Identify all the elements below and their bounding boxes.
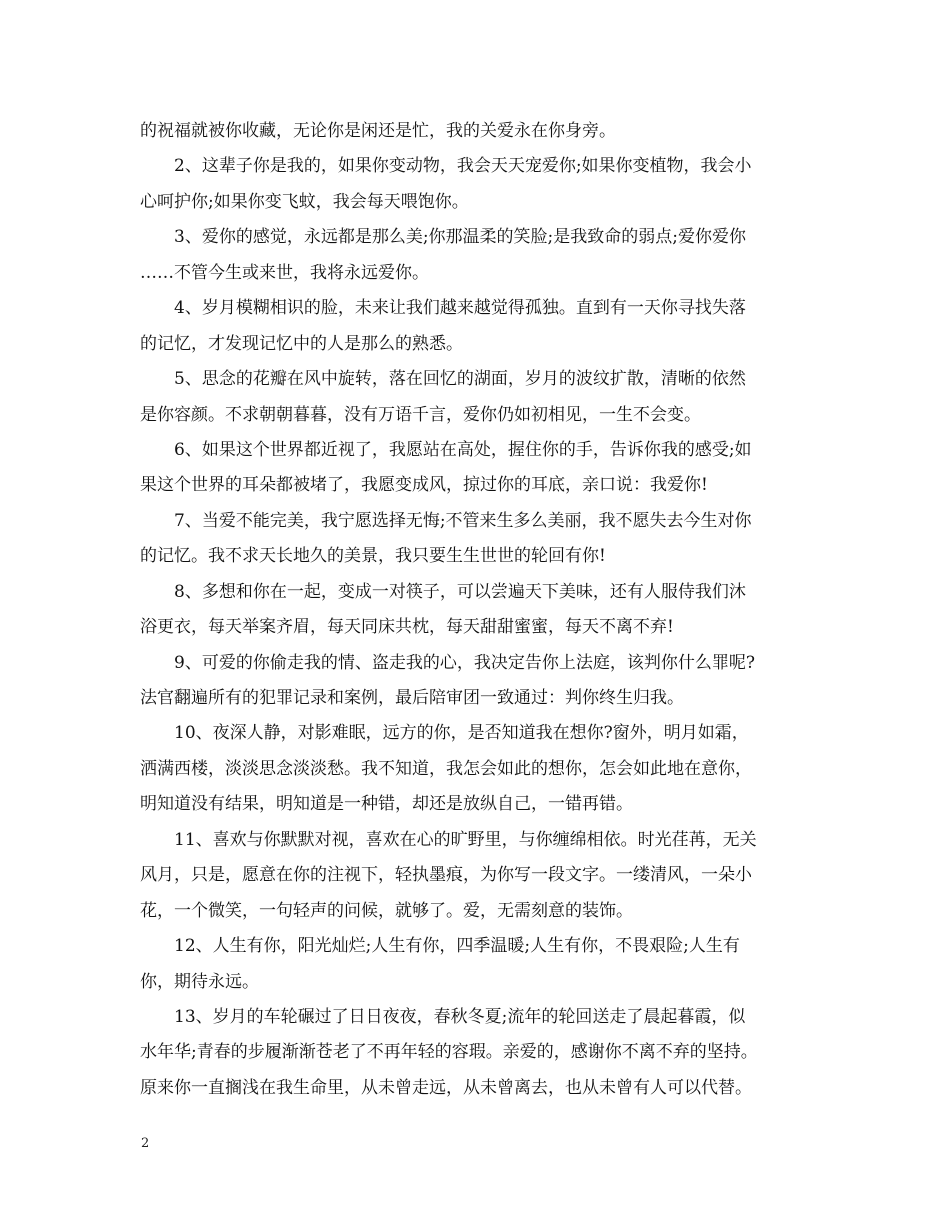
- text-line: 是你容颜。不求朝朝暮暮，没有万语千言，爱你仍如初相见，一生不会变。: [140, 404, 701, 425]
- text-line: 12、人生有你，阳光灿烂;人生有你，四季温暖;人生有你，不畏艰险;人生有: [174, 936, 740, 957]
- text-line: 的记忆。我不求天长地久的美景，我只要生生世世的轮回有你!: [140, 546, 606, 567]
- page-number: 2: [141, 1136, 150, 1151]
- text-line: 洒满西楼，淡淡思念淡淡愁。我不知道，我怎会如此的想你，怎会如此地在意你，: [140, 758, 752, 779]
- text-line: 你，期待永远。: [140, 971, 259, 992]
- text-line: 9、可爱的你偷走我的情、盗走我的心，我决定告你上法庭，该判你什么罪呢?: [174, 652, 755, 673]
- text-line: 6、如果这个世界都近视了，我愿站在高处，握住你的手，告诉你我的感受;如: [174, 439, 752, 460]
- text-line: 的记忆，才发现记忆中的人是那么的熟悉。: [140, 333, 463, 354]
- text-line: 7、当爱不能完美，我宁愿选择无悔;不管来生多么美丽，我不愿失去今生对你: [174, 510, 752, 531]
- text-line: 的祝福就被你收藏，无论你是闲还是忙，我的关爱永在你身旁。: [140, 121, 616, 141]
- text-line: 法官翻遍所有的犯罪记录和案例，最后陪审团一致通过：判你终生归我。: [140, 688, 684, 708]
- text-line: 风月，只是，愿意在你的注视下，轻执墨痕，为你写一段文字。一缕清风，一朵小: [140, 865, 752, 886]
- text-line: 果这个世界的耳朵都被堵了，我愿变成风，掠过你的耳底，亲口说：我爱你!: [140, 475, 708, 496]
- text-line: 10、夜深人静，对影难眠，远方的你，是否知道我在想你?窗外，明月如霜，: [174, 723, 749, 744]
- text-line: ……不管今生或来世，我将永远爱你。: [140, 262, 429, 283]
- text-line: 水年华;青春的步履渐渐苍老了不再年轻的容瑕。亲爱的，感谢你不离不弃的坚持。: [140, 1042, 758, 1063]
- text-line: 浴更衣，每天举案齐眉，每天同床共枕，每天甜甜蜜蜜，每天不离不弃!: [140, 617, 674, 638]
- text-line: 心呵护你;如果你变飞蚊，我会每天喂饱你。: [140, 191, 469, 212]
- text-line: 明知道没有结果，明知道是一种错，却还是放纵自己，一错再错。: [140, 794, 633, 815]
- text-line: 2、这辈子你是我的，如果你变动物，我会天天宠爱你;如果你变植物，我会小: [174, 156, 752, 177]
- text-line: 3、爱你的感觉，永远都是那么美;你那温柔的笑脸;是我致命的弱点;爱你爱你: [174, 227, 746, 248]
- text-line: 原来你一直搁浅在我生命里，从未曾走远，从未曾离去，也从未曾有人可以代替。: [140, 1077, 752, 1098]
- body-text: [140, 114, 812, 1106]
- text-line: 花，一个微笑，一句轻声的问候，就够了。爱，无需刻意的装饰。: [140, 900, 633, 921]
- text-line: 13、岁月的车轮碾过了日日夜夜，春秋冬夏;流年的轮回送走了晨起暮霞，似: [174, 1006, 746, 1027]
- text-line: 8、多想和你在一起，变成一对筷子，可以尝遍天下美味，还有人服侍我们沐: [174, 581, 746, 602]
- text-line: 4、岁月模糊相识的脸，未来让我们越来越觉得孤独。直到有一天你寻找失落: [174, 298, 746, 319]
- text-line: 11、喜欢与你默默对视，喜欢在心的旷野里，与你缠绵相依。时光荏苒，无关: [174, 829, 757, 850]
- text-line: 5、思念的花瓣在风中旋转，落在回忆的湖面，岁月的波纹扩散，清晰的依然: [174, 369, 746, 390]
